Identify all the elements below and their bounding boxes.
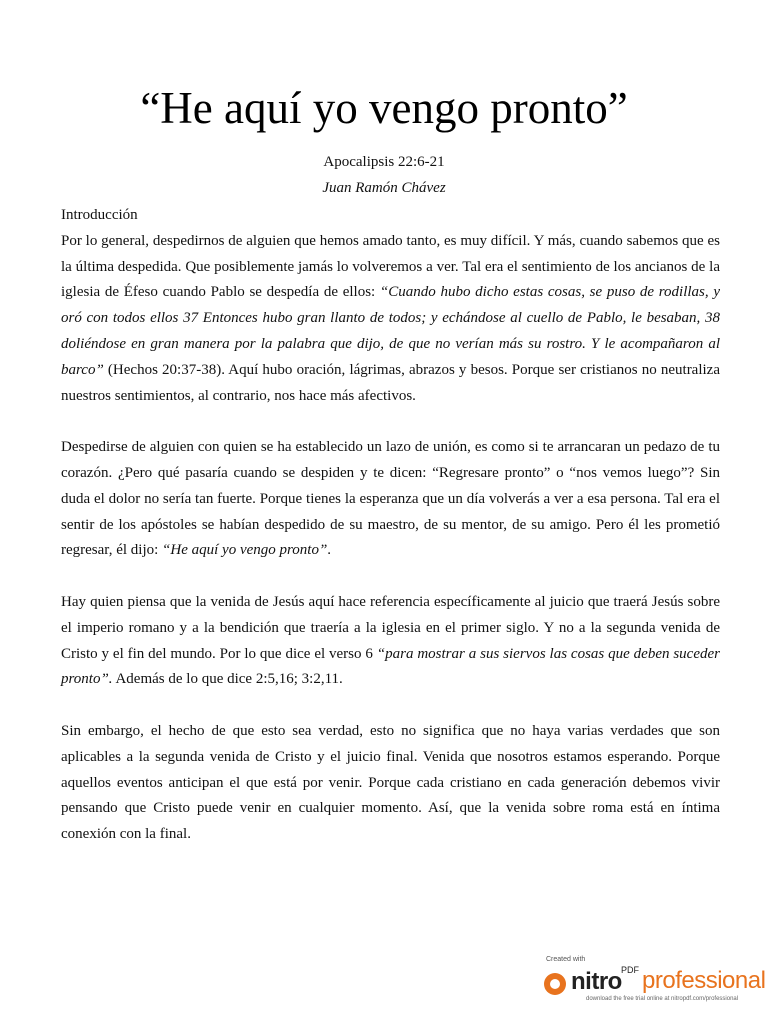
watermark-brand: nitro xyxy=(571,968,622,995)
document-body xyxy=(61,203,720,848)
paragraph-2-text-end: . xyxy=(327,542,332,559)
paragraph-1-quote: “Cuando hubo dicho estas cosas, se puso de rodillas, y oró con todos ellos 37 Entonces hubo gran llanto de todos; y echándose al cuello de Pablo, le besaban, 38 doliéndose en gran manera por la palabra que dijo, de que no verían más su rostro. Y le acompañaron al barco” xyxy=(61,284,720,378)
paragraph-2-text: Despedirse de alguien con quien se ha establecido un lazo de unión, es como si te arrancaran un pedazo de tu corazón. ¿Pero qué pasaría cuando se despiden y te dicen: “Regresare pronto” o “nos vemos luego”? Sin duda el dolor no sería tan fuerte. Porque tienes la esperanza que un día volverás a ver a esa persona. Tal era el sentir de los apóstoles se habían despedido de su maestro, de su mentor, de su amigo. Pero él les prometió regresar, él dijo: xyxy=(61,439,720,559)
nitro-watermark xyxy=(544,956,766,1006)
paragraph-4: Sin embargo, el hecho de que esto sea verdad, esto no significa que no haya varias verdades que son aplicables a la segunda venida de Cristo y el juicio final. Venida que nosotros estamos esperando. Porque aquellos eventos anticipan el que está por venir. Porque cada cristiano en cada generación debemos vivir pensando que Cristo puede venir en cualquier momento. Así, que la venida sobre roma está en íntima conexión con la final. xyxy=(61,722,720,843)
paragraph-2 xyxy=(61,435,720,564)
paragraph-2-quote: “He aquí yo vengo pronto” xyxy=(162,542,328,559)
section-heading: Introducción xyxy=(61,207,138,223)
paragraph-3-quote: “para mostrar a sus siervos las cosas que deben suceder pronto”. xyxy=(61,645,720,688)
scripture-reference: Apocalipsis 22:6-21 xyxy=(323,154,445,170)
watermark-product: professional xyxy=(642,967,766,994)
paragraph-3-text-end: Además de lo que dice 2:5,16; 3:2,11. xyxy=(112,671,343,688)
document-title: “He aquí yo vengo pronto” xyxy=(140,83,628,133)
author-name: Juan Ramón Chávez xyxy=(322,180,446,196)
paragraph-1-text: Por lo general, despedirnos de alguien que hemos amado tanto, es muy difícil. Y más, cuando sabemos que es la última despedida. Que posiblemente jamás lo volveremos a ver. Tal era el sentimiento de los ancianos de la iglesia de Éfeso cuando Pablo se despedía de ellos: xyxy=(61,232,720,301)
paragraph-3 xyxy=(61,590,720,693)
paragraph-3-text: Hay quien piensa que la venida de Jesús aquí hace referencia específicamente al juicio que traerá Jesús sobre el imperio romano y a la bendición que traería a la iglesia en el primer siglo. Y no a la segunda venida de Cristo y el fin del mundo. Por lo que dice el verso 6 xyxy=(61,593,720,662)
watermark-tagline: download the free trial online at nitropdf.com/professional xyxy=(586,996,739,1002)
watermark-brand-sup: PDF xyxy=(621,965,639,975)
paragraph-1-text-end: (Hechos 20:37-38). Aquí hubo oración, lágrimas, abrazos y besos. Porque ser cristianos no neutraliza nuestros sentimientos, al contrario, nos hace más afectivos. xyxy=(61,361,720,404)
nitro-logo-icon xyxy=(544,973,566,995)
paragraph-1 xyxy=(61,229,720,410)
watermark-created-with: Created with xyxy=(546,956,586,963)
